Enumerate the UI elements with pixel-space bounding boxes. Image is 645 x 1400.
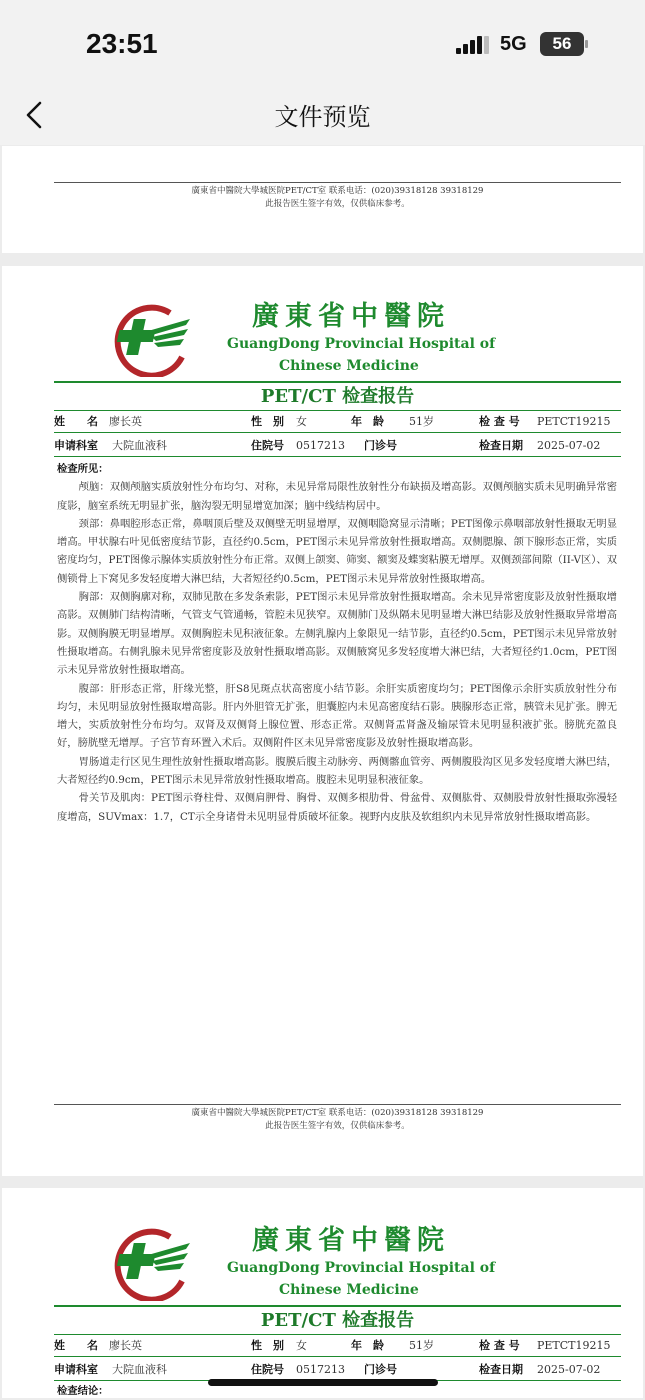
label-outpatient-no: 门诊号 (364, 439, 397, 452)
label-exam-date: 检查日期 (479, 1363, 523, 1376)
patient-info-row-2 (54, 1359, 621, 1381)
label-name: 姓 名 (54, 415, 98, 428)
label-exam-no: 检 查 号 (479, 1339, 520, 1352)
patient-dept: 大院血液科 (112, 1363, 167, 1376)
finding-chest: 胸部：双侧胸廓对称，双肺见散在多发条索影，PET图示未见异常放射性摄取增高。余未见异常密度影及放射性摄取增高影。双侧肺门结构清晰，气管支气管通畅，管腔未见狭窄。双侧肺门及纵隔未见明显增大淋巴结影及放射性摄取异常增高影。双侧胸膜无明显增厚。双侧胸腔未见积液征象。左侧乳腺内上象限见一结节影，直径约0.5cm，PET图示未见异常放射性摄取增高。右侧乳腺未见异常密度影及放射性摄取增高影。双侧腋窝见多发轻度增大淋巴结，大者短径约1.0cm，PET图示未见异常放射性摄取增高。 (57, 591, 617, 677)
finding-abdomen: 腹部：肝形态正常，肝缘光整，肝S8见斑点状高密度小结节影。余肝实质密度均匀；PET图像示余肝实质放射性分布均匀，未见明显放射性摄取增高影。肝内外胆管无扩张，胆囊腔内未见高密度结石影。胰腺形态正常，胰管未见扩张。脾无增大，实质放射性分布均匀。双肾及双侧肾上腺位置、形态正常。双侧肾盂肾盏及输尿管未见明显积液扩张。膀胱充盈良好，膀胱壁无增厚。子宫节育环置入术后。双侧附件区未见异常密度影及放射性摄取增高影。 (57, 682, 617, 750)
hospital-name-en-2: Chinese Medicine (279, 1282, 419, 1298)
label-gender: 性 别 (251, 1339, 284, 1352)
hospital-name-cn: 廣東省中醫院 (252, 1225, 450, 1256)
status-time: 23:51 (86, 28, 158, 59)
label-inpatient-no: 住院号 (251, 439, 284, 452)
report-title: PET/CT 检查报告 (54, 381, 621, 411)
hospital-name-en-1: GuangDong Provincial Hospital of (227, 1260, 496, 1276)
exam-date: 2025-07-02 (537, 439, 601, 452)
hospital-name-cn: 廣東省中醫院 (252, 301, 450, 332)
patient-info-row-1 (54, 1335, 621, 1357)
home-indicator[interactable] (208, 1379, 438, 1386)
label-dept: 申请科室 (54, 439, 98, 452)
label-exam-date: 检查日期 (479, 439, 523, 452)
hospital-name-en-2: Chinese Medicine (279, 358, 419, 374)
report-title: PET/CT 检查报告 (54, 1305, 621, 1335)
label-age: 年 龄 (351, 1339, 384, 1352)
exam-date: 2025-07-02 (537, 1363, 601, 1376)
footer-note: 此报告医生签字有效，仅供临床参考。 (265, 1121, 410, 1131)
page-title: 文件预览 (274, 103, 371, 131)
finding-head: 颅脑：双侧颅脑实质放射性分布均匀、对称，未见异常局限性放射性分布缺损及增高影。双侧颅脑实质未见明确异常密度影，脑室系统无明显扩张，脑沟裂无明显增宽加深；脑中线结构居中。 (57, 481, 617, 512)
findings-heading: 检查所见： (57, 463, 109, 475)
patient-name: 廖长英 (109, 1339, 142, 1352)
hospital-logo-icon (108, 299, 192, 377)
patient-age: 51岁 (409, 1339, 434, 1352)
hospital-logo-icon (108, 1223, 192, 1301)
finding-gi: 胃肠道走行区见生理性放射性摄取增高影。腹膜后腹主动脉旁、两侧髂血管旁、两侧腹股沟区见多发轻度增大淋巴结，大者短径约0.9cm，PET图示未见异常放射性摄取增高。腹腔未见明显积液征象。 (57, 755, 617, 787)
hospital-header (2, 294, 643, 380)
footer-contact: 廣東省中醫院大學城医院PET/CT室 联系电话：(020)39318128 39318129 (191, 1108, 484, 1118)
navigation-bar (0, 85, 645, 145)
label-inpatient-no: 住院号 (251, 1363, 284, 1376)
patient-gender: 女 (296, 415, 307, 428)
label-outpatient-no: 门诊号 (364, 1363, 397, 1376)
inpatient-number: 0517213 (296, 439, 345, 452)
network-type: 5G (500, 33, 527, 55)
finding-bone: 骨关节及肌肉：PET图示脊柱骨、双侧肩胛骨、胸骨、双侧多根肋骨、骨盆骨、双侧肱骨、双侧股骨放射性摄取弥漫轻度增高，SUVmax：1.7，CT示全身诸骨未见明显骨质破坏征象。视野内皮肤及软组织内未见异常放射性摄取增高影。 (57, 792, 617, 823)
conclusion-heading: 检查结论： (57, 1385, 109, 1397)
hospital-header (2, 1218, 643, 1304)
patient-dept: 大院血液科 (112, 439, 167, 452)
document-page-1 (2, 146, 643, 253)
exam-number: PETCT19215 (537, 415, 611, 428)
footer-contact: 廣東省中醫院大學城医院PET/CT室 联系电话：(020)39318128 39318129 (191, 186, 484, 196)
patient-info-row-2 (54, 435, 621, 457)
label-name: 姓 名 (54, 1339, 98, 1352)
battery-icon (540, 32, 584, 56)
footer-note: 此报告医生签字有效，仅供临床参考。 (265, 199, 410, 209)
finding-neck: 颈部：鼻咽腔形态正常，鼻咽顶后壁及双侧壁无明显增厚，双侧咽隐窝显示清晰；PET图像示鼻咽部放射性摄取无明显增高。甲状腺右叶见低密度结节影，直径约0.5cm，PET图示未见异常放射性摄取增高。双侧腮腺、颌下腺形态正常，实质密度均匀，PET图像示腺体实质放射性分布正常。双侧上颌窦、筛窦、额窦及蝶窦粘膜无增厚。双侧颈部间隙（II-V区）、双侧锁骨上下窝见多发轻度增大淋巴结，大者短径约0.5cm，PET图示未见异常放射性摄取增高。 (57, 517, 617, 585)
inpatient-number: 0517213 (296, 1363, 345, 1376)
status-bar (0, 0, 645, 85)
label-dept: 申请科室 (54, 1363, 98, 1376)
patient-info-row-1 (54, 411, 621, 433)
findings-section (57, 460, 617, 826)
signal-icon (456, 36, 490, 54)
exam-number: PETCT19215 (537, 1339, 611, 1352)
patient-name: 廖长英 (109, 415, 142, 428)
battery-level: 56 (552, 34, 572, 53)
page-footer (54, 1104, 621, 1133)
hospital-name-en-1: GuangDong Provincial Hospital of (227, 336, 496, 352)
label-exam-no: 检 查 号 (479, 415, 520, 428)
patient-age: 51岁 (409, 415, 434, 428)
label-gender: 性 别 (251, 415, 284, 428)
label-age: 年 龄 (351, 415, 384, 428)
battery-tip (585, 40, 588, 48)
document-page-3 (2, 1188, 643, 1398)
patient-gender: 女 (296, 1339, 307, 1352)
document-page-2 (2, 266, 643, 1176)
page-footer (54, 182, 621, 211)
